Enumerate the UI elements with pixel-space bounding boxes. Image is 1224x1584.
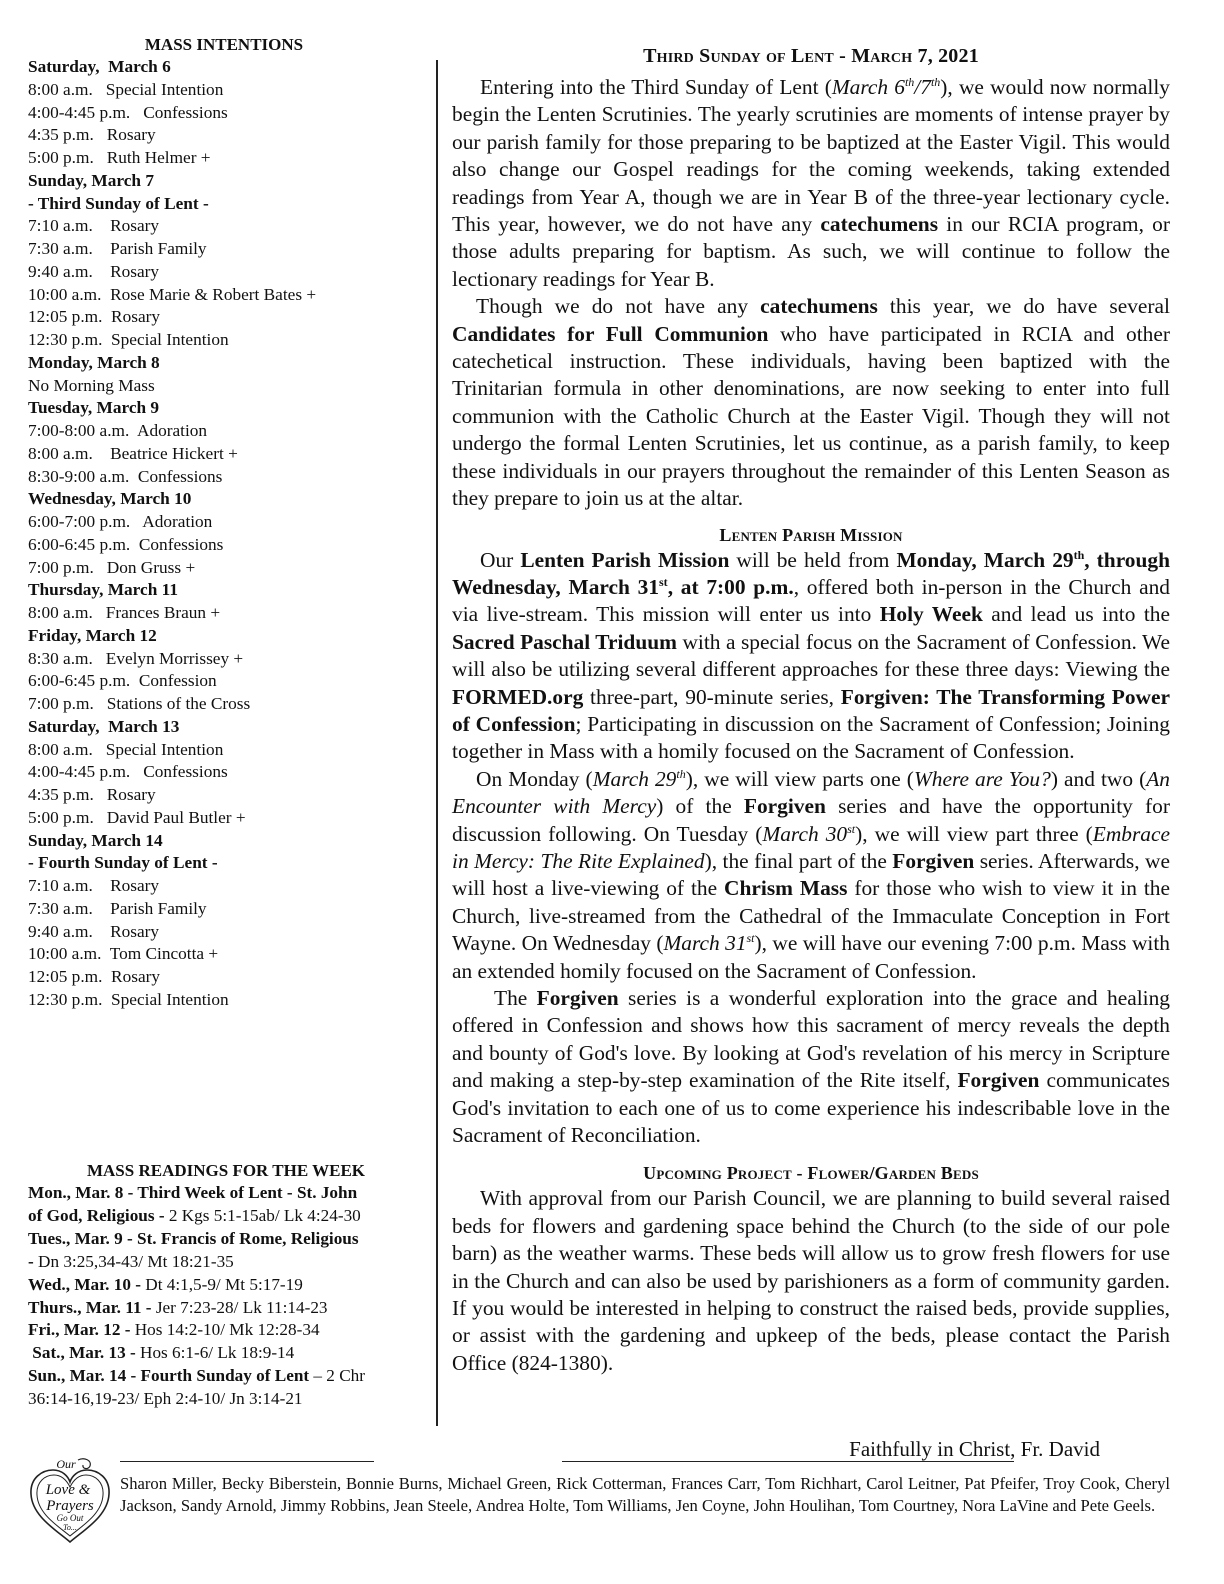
reading-line bbox=[28, 1274, 424, 1297]
reading-citation: – 2 Chr bbox=[313, 1366, 365, 1386]
reading-citation: Hos 14:2-10/ Mk 12:28-34 bbox=[134, 1320, 320, 1340]
svg-text:Prayers: Prayers bbox=[46, 1498, 94, 1514]
svg-text:Our: Our bbox=[56, 1457, 76, 1471]
intention-item: 7:30 a.m. Parish Family bbox=[28, 898, 207, 918]
intention-day-heading: Tuesday, March 9 bbox=[28, 398, 160, 418]
intention-item: 7:10 a.m. Rosary bbox=[28, 876, 160, 895]
prayer-names: Sharon Miller, Becky Biberstein, Bonnie Burns, Michael Green, Rick Cotterman, Frances Carr, Tom Richhart, Carol Leitner, Pat Pfeifer, Troy Cook, Cheryl Jackson, Sandy Arnold, Jimmy Robbins, Jean Steele, Andrea Holte, Tom Williams, Jen Coyne, John Houlihan, Tom Courtney, Nora LaVine and Pete Geels. bbox=[120, 1474, 1170, 1516]
reading-citation: 36:14-16,19-23/ Eph 2:4-10/ Jn 3:14-21 bbox=[28, 1389, 303, 1409]
intention-item: 5:00 p.m. David Paul Butler + bbox=[28, 807, 246, 827]
main-column bbox=[452, 44, 1170, 1377]
reading-line bbox=[28, 1228, 424, 1251]
reading-line bbox=[28, 1342, 424, 1365]
intention-item: 12:05 p.m. Rosary bbox=[28, 307, 161, 327]
article-paragraph-1: Entering into the Third Sunday of Lent (March 6th/7th), we would now normally begin the Lenten Scrutinies. The yearly scrutinies are moments of intense prayer by our parish family for those preparing to be baptized at the Easter Vigil. This would also change our Gospel readings for the coming weekends, taking extended readings from Year A, though we are in Year B of the three-year lectionary cycle. This year, however, we do not have any catechumens in our RCIA program, or those adults preparing for baptism. As such, we will continue to follow the lectionary readings for Year B. bbox=[452, 74, 1170, 291]
reading-line bbox=[28, 1365, 424, 1388]
intention-item: 7:00 p.m. Don Gruss + bbox=[28, 557, 196, 577]
intention-item: 5:00 p.m. Ruth Helmer + bbox=[28, 148, 211, 167]
reading-day: Sat., Mar. 13 - bbox=[28, 1343, 141, 1363]
reading-citation: Dn 3:25,34-43/ Mt 18:21-35 bbox=[38, 1251, 234, 1271]
reading-day: Wed., Mar. 10 - bbox=[28, 1274, 146, 1294]
intention-day-heading: Sunday, March 7 bbox=[28, 170, 154, 190]
reading-citation: 2 Kgs 5:1-15ab/ Lk 4:24-30 bbox=[168, 1205, 361, 1225]
intention-item: 4:00-4:45 p.m. Confessions bbox=[28, 762, 228, 782]
mass-readings-title: MASS READINGS FOR THE WEEK bbox=[86, 1161, 366, 1180]
mass-intentions-title: MASS INTENTIONS bbox=[144, 35, 304, 54]
intention-item: 10:00 a.m. Tom Cincotta + bbox=[28, 944, 219, 964]
intention-item: 8:30 a.m. Evelyn Morrissey + bbox=[28, 648, 244, 668]
intention-list bbox=[28, 56, 420, 1012]
reading-citation: Jer 7:23-28/ Lk 11:14-23 bbox=[155, 1297, 328, 1317]
reading-line bbox=[28, 1182, 424, 1205]
intention-item: 7:00-8:00 a.m. Adoration bbox=[28, 421, 208, 440]
love-prayers-logo bbox=[26, 1456, 114, 1548]
reading-day: Thurs., Mar. 11 - bbox=[28, 1297, 156, 1317]
intention-day-heading: Sunday, March 14 bbox=[28, 830, 163, 850]
intention-item: 4:00-4:45 p.m. Confessions bbox=[28, 102, 228, 122]
divider-line-left bbox=[120, 1461, 374, 1462]
signoff: Faithfully in Christ, Fr. David bbox=[849, 1437, 1100, 1461]
intention-item: 9:40 a.m. Rosary bbox=[28, 261, 160, 281]
divider-line-right bbox=[562, 1461, 1014, 1462]
intention-item: 8:00 a.m. Beatrice Hickert + bbox=[28, 443, 238, 463]
intention-day-heading: Saturday, March 13 bbox=[28, 716, 180, 736]
intention-day-heading: - Fourth Sunday of Lent - bbox=[28, 853, 218, 873]
reading-day: of God, Religious - bbox=[28, 1205, 169, 1225]
intention-day-heading: Friday, March 12 bbox=[28, 625, 157, 645]
project-paragraph: With approval from our Parish Council, we are planning to build several raised beds for flowers and gardening space behind the Church (to the side of our pole barn) as the weather warms. These beds will allow us to grow fresh flowers for use in the Church and can also be used by parishioners as a form of community garden. If you would be interested in helping to construct the raised beds, provide supplies, or assist with the gardening and upkeep of the beds, please contact the Parish Office (824-1380). bbox=[452, 1186, 1170, 1375]
reading-line bbox=[28, 1388, 424, 1411]
reading-day: Fri., Mar. 12 - bbox=[28, 1320, 135, 1340]
intention-day-heading: - Third Sunday of Lent - bbox=[28, 193, 209, 213]
project-title: Upcoming Project - Flower/Garden Beds bbox=[643, 1163, 979, 1184]
reading-line bbox=[28, 1319, 424, 1342]
mission-paragraph-2: On Monday (March 29th), we will view parts one (Where are You?) and two (An Encounter with Mercy) of the Forgiven series and have the opportunity for discussion following. On Tuesday (March 30st), we will view part three (Embrace in Mercy: The Rite Explained), the final part of the Forgiven series. Afterwards, we will host a live-viewing of the Chrism Mass for those who wish to view it in the Church, live-streamed from the Cathedral of the Immaculate Conception in Fort Wayne. On Wednesday (March 31st), we will have our evening 7:00 p.m. Mass with an extended homily focused on the Sacrament of Confession. bbox=[452, 766, 1170, 983]
intention-item: 4:35 p.m. Rosary bbox=[28, 125, 156, 145]
intention-day-heading: Monday, March 8 bbox=[28, 352, 160, 372]
article-paragraph-2: Though we do not have any catechumens this year, we do have several Candidates for Full Communion who have participated in RCIA and other catechetical instruction. These individuals, having been baptized with the Trinitarian formula in other denominations, are now seeking to enter into full communion with the Catholic Church at the Easter Vigil. Though they will not undergo the formal Lenten Scrutinies, let us continue, as a parish family, to keep these individuals in our prayers throughout the remainder of this Lenten Season as they prepare to join us at the altar. bbox=[452, 294, 1170, 511]
intention-item: 7:10 a.m. Rosary bbox=[28, 216, 160, 236]
intention-item: No Morning Mass bbox=[28, 375, 155, 395]
reading-day: - bbox=[28, 1251, 39, 1271]
reading-line bbox=[28, 1297, 424, 1320]
reading-list bbox=[28, 1182, 424, 1411]
reading-citation: Hos 6:1-6/ Lk 18:9-14 bbox=[140, 1343, 295, 1363]
reading-day: Mon., Mar. 8 - Third Week of Lent - St. John bbox=[28, 1183, 358, 1202]
reading-line bbox=[28, 1251, 424, 1274]
intention-day-heading: Saturday, March 6 bbox=[28, 57, 171, 76]
intention-item: 8:00 a.m. Special Intention bbox=[28, 79, 224, 99]
reading-line bbox=[28, 1205, 424, 1228]
intention-item: 6:00-7:00 p.m. Adoration bbox=[28, 512, 213, 531]
intention-item: 6:00-6:45 p.m. Confessions bbox=[28, 534, 224, 554]
intention-item: 6:00-6:45 p.m. Confession bbox=[28, 671, 217, 691]
reading-day: Sun., Mar. 14 - Fourth Sunday of Lent bbox=[28, 1366, 314, 1386]
svg-text:Love &: Love & bbox=[45, 1482, 91, 1498]
column-divider bbox=[436, 60, 438, 1426]
reading-citation: Dt 4:1,5-9/ Mt 5:17-19 bbox=[145, 1274, 303, 1294]
intention-item: 8:30-9:00 a.m. Confessions bbox=[28, 466, 223, 486]
article-title: Third Sunday of Lent - March 7, 2021 bbox=[643, 45, 979, 67]
svg-text:To...: To... bbox=[63, 1523, 77, 1532]
heart-icon bbox=[26, 1456, 114, 1548]
svg-text:Go Out: Go Out bbox=[56, 1513, 84, 1523]
intention-item: 12:05 p.m. Rosary bbox=[28, 967, 161, 986]
intention-item: 7:00 p.m. Stations of the Cross bbox=[28, 694, 251, 713]
intention-item: 12:30 p.m. Special Intention bbox=[28, 330, 229, 349]
intention-item: 4:35 p.m. Rosary bbox=[28, 785, 156, 804]
intention-item: 12:30 p.m. Special Intention bbox=[28, 989, 229, 1009]
intention-item: 8:00 a.m. Frances Braun + bbox=[28, 603, 221, 622]
intention-day-heading: Thursday, March 11 bbox=[28, 580, 178, 600]
intention-item: 9:40 a.m. Rosary bbox=[28, 921, 160, 941]
mass-intentions bbox=[28, 34, 420, 1012]
mission-title: Lenten Parish Mission bbox=[719, 524, 903, 545]
intention-item: 10:00 a.m. Rose Marie & Robert Bates + bbox=[28, 284, 317, 304]
mission-paragraph-1: Our Lenten Parish Mission will be held from Monday, March 29th, through Wednesday, March 31st, at 7:00 p.m., offered both in-person in the Church and via live-stream. This mission will enter us into Holy Week and lead us into the Sacred Paschal Triduum with a special focus on the Sacrament of Confession. We will also be utilizing several different approaches for these three days: Viewing the FORMED.org three-part, 90-minute series, Forgiven: The Transforming Power of Confession; Participating in discussion on the Sacrament of Confession; Joining together in Mass with a homily focused on the Sacrament of Confession. bbox=[452, 547, 1170, 764]
intention-item: 8:00 a.m. Special Intention bbox=[28, 739, 224, 759]
mission-paragraph-3: The Forgiven series is a wonderful exploration into the grace and healing offered in Confession and shows how this sacrament of mercy reveals the depth and bounty of God's love. By looking at God's revelation of his mercy in Scripture and making a step-by-step examination of the Rite itself, Forgiven communicates God's invitation to each one of us to come experience his indescribable love in the Sacrament of Reconciliation. bbox=[452, 986, 1170, 1148]
reading-day: Tues., Mar. 9 - St. Francis of Rome, Religious bbox=[28, 1228, 359, 1248]
intention-day-heading: Wednesday, March 10 bbox=[28, 489, 192, 509]
intention-item: 7:30 a.m. Parish Family bbox=[28, 239, 207, 258]
mass-readings bbox=[28, 1160, 424, 1411]
